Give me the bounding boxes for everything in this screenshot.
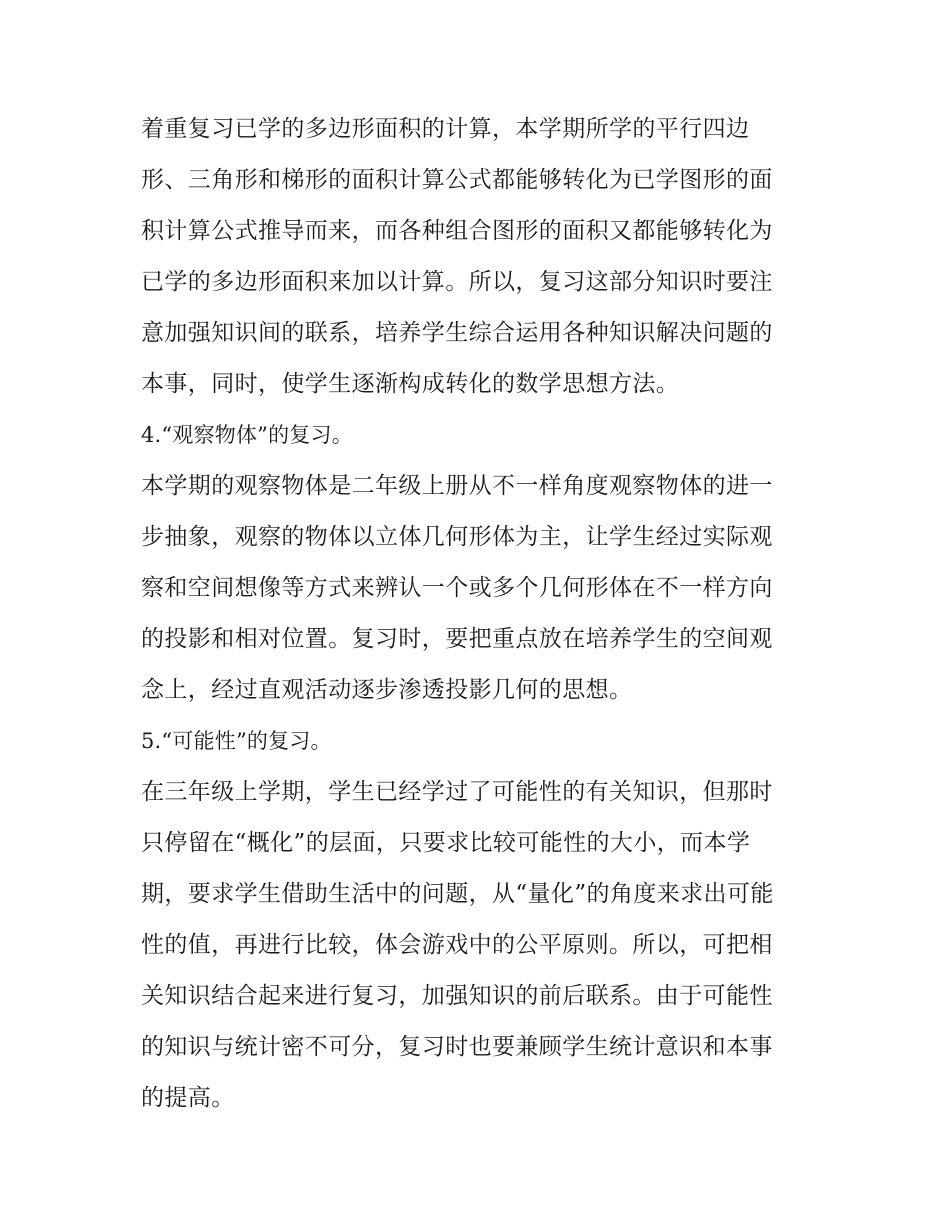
document-body <box>141 104 813 1124</box>
text-line: 关知识结合起来进行复习，加强知识的前后联系。由于可能性 <box>141 983 773 1009</box>
text-line: 期，要求学生借助生活中的问题，从“量化”的角度来求出可能 <box>141 881 774 907</box>
text-line: 本事，同时，使学生逐渐构成转化的数学思想方法。 <box>141 371 680 397</box>
text-line: 积计算公式推导而来，而各种组合图形的面积又都能够转化为 <box>141 218 773 244</box>
text-line: 形、三角形和梯形的面积计算公式都能够转化为已学图形的面 <box>141 167 773 193</box>
section-heading: 4.“观察物体”的复习。 <box>141 423 353 447</box>
text-line: 在三年级上学期，学生已经学过了可能性的有关知识，但那时 <box>141 779 773 805</box>
text-line: 本学期的观察物体是二年级上册从不一样角度观察物体的进一 <box>141 473 773 499</box>
section-heading: 5.“可能性”的复习。 <box>141 729 332 753</box>
text-line: 性的值，再进行比较，体会游戏中的公平原则。所以，可把相 <box>141 932 773 958</box>
text-line: 只停留在“概化”的层面，只要求比较可能性的大小，而本学 <box>141 830 751 856</box>
text-line: 着重复习已学的多边形面积的计算，本学期所学的平行四边 <box>141 116 750 142</box>
text-line: 已学的多边形面积来加以计算。所以，复习这部分知识时要注 <box>141 269 773 295</box>
text-line: 的提高。 <box>141 1085 235 1111</box>
text-line: 意加强知识间的联系，培养学生综合运用各种知识解决问题的 <box>141 320 773 346</box>
text-line: 的投影和相对位置。复习时，要把重点放在培养学生的空间观 <box>141 626 773 652</box>
text-line: 步抽象，观察的物体以立体几何形体为主，让学生经过实际观 <box>141 524 773 550</box>
text-line: 的知识与统计密不可分，复习时也要兼顾学生统计意识和本事 <box>141 1034 773 1060</box>
text-line: 念上，经过直观活动逐步渗透投影几何的思想。 <box>141 677 633 703</box>
text-line: 察和空间想像等方式来辨认一个或多个几何形体在不一样方向 <box>141 575 773 601</box>
